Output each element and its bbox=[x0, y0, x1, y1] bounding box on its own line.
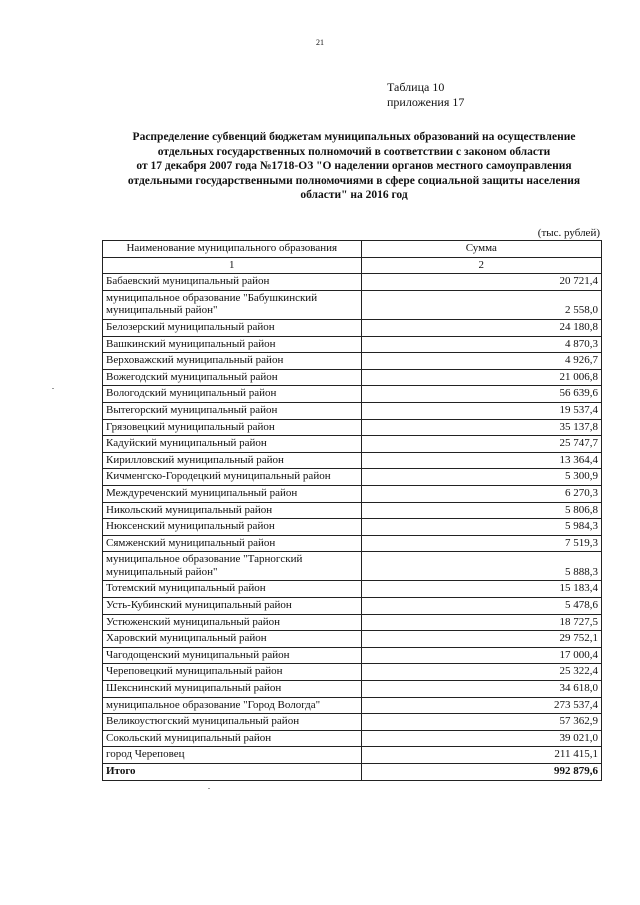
table-row bbox=[103, 598, 602, 615]
scan-mark bbox=[208, 788, 210, 789]
row-name: Сокольский муниципальный район bbox=[103, 730, 362, 747]
row-sum: 13 364,4 bbox=[361, 452, 601, 469]
scan-mark bbox=[52, 388, 54, 389]
row-sum: 5 806,8 bbox=[361, 502, 601, 519]
index-name: 1 bbox=[103, 257, 362, 274]
index-sum: 2 bbox=[361, 257, 601, 274]
row-name: Белозерский муниципальный район bbox=[103, 319, 362, 336]
row-name: муниципальное образование "Бабушкинский муниципальный район" bbox=[103, 290, 362, 319]
table-row bbox=[103, 369, 602, 386]
table-row bbox=[103, 697, 602, 714]
total-row bbox=[103, 764, 602, 781]
title-line-2: отдельных государственных полномочий в соответствии с законом области bbox=[157, 145, 551, 158]
table-row bbox=[103, 386, 602, 403]
row-name: Междуреченский муниципальный район bbox=[103, 485, 362, 502]
row-name: Тотемский муниципальный район bbox=[103, 581, 362, 598]
table-row bbox=[103, 419, 602, 436]
title-line-5: области" на 2016 год bbox=[300, 189, 408, 202]
row-sum: 19 537,4 bbox=[361, 402, 601, 419]
row-sum: 4 870,3 bbox=[361, 336, 601, 353]
table-row bbox=[103, 469, 602, 486]
row-name: Вологодский муниципальный район bbox=[103, 386, 362, 403]
row-sum: 2 558,0 bbox=[361, 290, 601, 319]
table-row bbox=[103, 730, 602, 747]
table-row bbox=[103, 353, 602, 370]
row-name: Чагодощенский муниципальный район bbox=[103, 647, 362, 664]
row-sum: 6 270,3 bbox=[361, 485, 601, 502]
row-name: Череповецкий муниципальный район bbox=[103, 664, 362, 681]
table-row bbox=[103, 502, 602, 519]
table-row bbox=[103, 535, 602, 552]
title-line-4: отдельными государственными полномочиями в сфере социальной защиты населения bbox=[127, 174, 581, 187]
row-sum: 21 006,8 bbox=[361, 369, 601, 386]
table-row bbox=[103, 274, 602, 291]
title-line-1: Распределение субвенций бюджетам муниципальных образований на осуществление bbox=[132, 131, 576, 143]
header-name: Наименование муниципального образования bbox=[103, 241, 362, 258]
row-sum: 5 478,6 bbox=[361, 598, 601, 615]
row-name: Великоустюгский муниципальный район bbox=[103, 714, 362, 731]
header-row bbox=[103, 241, 602, 258]
table-row bbox=[103, 714, 602, 731]
row-name: Бабаевский муниципальный район bbox=[103, 274, 362, 291]
row-sum: 5 300,9 bbox=[361, 469, 601, 486]
table-row bbox=[103, 581, 602, 598]
table-caption bbox=[387, 80, 464, 110]
row-name: муниципальное образование "Тарногский муниципальный район" bbox=[103, 552, 362, 581]
row-sum: 24 180,8 bbox=[361, 319, 601, 336]
row-sum: 211 415,1 bbox=[361, 747, 601, 764]
row-sum: 34 618,0 bbox=[361, 681, 601, 698]
row-sum: 4 926,7 bbox=[361, 353, 601, 370]
row-name: Вожегодский муниципальный район bbox=[103, 369, 362, 386]
row-name: город Череповец bbox=[103, 747, 362, 764]
row-name: Кирилловский муниципальный район bbox=[103, 452, 362, 469]
table-row bbox=[103, 436, 602, 453]
row-sum: 35 137,8 bbox=[361, 419, 601, 436]
table-row bbox=[103, 681, 602, 698]
row-sum: 20 721,4 bbox=[361, 274, 601, 291]
table-row bbox=[103, 631, 602, 648]
table-row bbox=[103, 319, 602, 336]
row-sum: 18 727,5 bbox=[361, 614, 601, 631]
row-name: Кадуйский муниципальный район bbox=[103, 436, 362, 453]
row-name: Вытегорский муниципальный район bbox=[103, 402, 362, 419]
row-name: Кичменгско-Городецкий муниципальный район bbox=[103, 469, 362, 486]
table-body bbox=[103, 274, 602, 764]
row-name: муниципальное образование "Город Вологда" bbox=[103, 697, 362, 714]
row-sum: 7 519,3 bbox=[361, 535, 601, 552]
index-row bbox=[103, 257, 602, 274]
row-sum: 5 888,3 bbox=[361, 552, 601, 581]
table-row bbox=[103, 552, 602, 581]
table-row bbox=[103, 452, 602, 469]
units-label: (тыс. рублей) bbox=[537, 227, 600, 239]
document-title bbox=[104, 130, 604, 203]
table-row bbox=[103, 647, 602, 664]
total-name: Итого bbox=[103, 764, 362, 781]
row-sum: 273 537,4 bbox=[361, 697, 601, 714]
row-sum: 57 362,9 bbox=[361, 714, 601, 731]
table-row bbox=[103, 290, 602, 319]
caption-appendix: приложения 17 bbox=[387, 95, 465, 109]
table-row bbox=[103, 485, 602, 502]
caption-table-number: Таблица 10 bbox=[387, 80, 445, 94]
row-name: Никольский муниципальный район bbox=[103, 502, 362, 519]
subsidies-table bbox=[102, 240, 602, 781]
row-name: Сямженский муниципальный район bbox=[103, 535, 362, 552]
row-name: Шекснинский муниципальный район bbox=[103, 681, 362, 698]
total-sum: 992 879,6 bbox=[361, 764, 601, 781]
row-name: Нюксенский муниципальный район bbox=[103, 519, 362, 536]
page-number: 21 bbox=[316, 38, 324, 47]
row-name: Грязовецкий муниципальный район bbox=[103, 419, 362, 436]
row-name: Усть-Кубинский муниципальный район bbox=[103, 598, 362, 615]
table-row bbox=[103, 519, 602, 536]
table-row bbox=[103, 614, 602, 631]
row-name: Устюженский муниципальный район bbox=[103, 614, 362, 631]
row-sum: 29 752,1 bbox=[361, 631, 601, 648]
row-name: Верховажский муниципальный район bbox=[103, 353, 362, 370]
row-sum: 56 639,6 bbox=[361, 386, 601, 403]
header-sum: Сумма bbox=[361, 241, 601, 258]
row-sum: 25 322,4 bbox=[361, 664, 601, 681]
row-sum: 17 000,4 bbox=[361, 647, 601, 664]
row-sum: 39 021,0 bbox=[361, 730, 601, 747]
table-row bbox=[103, 402, 602, 419]
row-sum: 5 984,3 bbox=[361, 519, 601, 536]
title-line-3: от 17 декабря 2007 года №1718-ОЗ "О наделении органов местного самоуправления bbox=[136, 160, 572, 173]
table-row bbox=[103, 747, 602, 764]
table-row bbox=[103, 336, 602, 353]
row-name: Харовский муниципальный район bbox=[103, 631, 362, 648]
row-sum: 25 747,7 bbox=[361, 436, 601, 453]
row-name: Вашкинский муниципальный район bbox=[103, 336, 362, 353]
row-sum: 15 183,4 bbox=[361, 581, 601, 598]
table-row bbox=[103, 664, 602, 681]
